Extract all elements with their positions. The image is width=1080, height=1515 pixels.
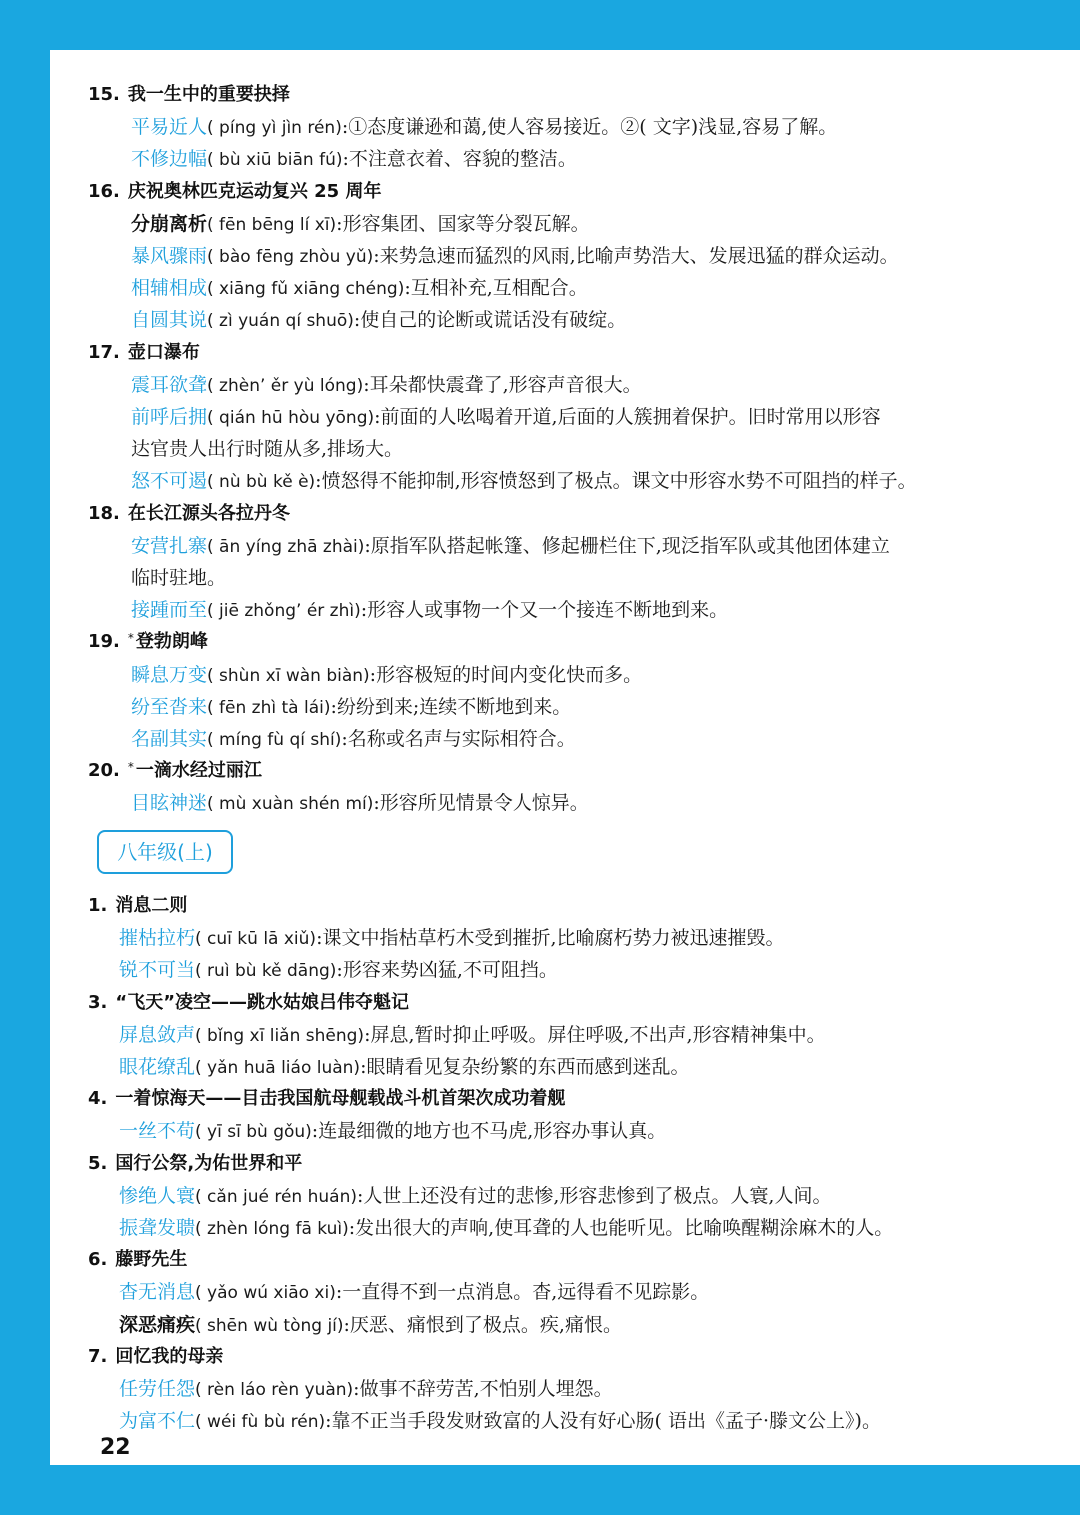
vocab-pinyin: ( xiāng fǔ xiāng chéng) xyxy=(207,279,405,300)
vocab-term: 自圆其说 xyxy=(131,309,208,332)
vocab-term: 平易近人 xyxy=(131,116,208,139)
vocab-entry xyxy=(131,369,642,401)
vocab-entry xyxy=(131,594,728,626)
vocab-definition: :形容人或事物一个又一个接连不断地到来。 xyxy=(360,599,729,622)
lesson-heading xyxy=(88,337,200,369)
vocab-entry xyxy=(131,208,590,240)
optional-star-mark: * xyxy=(127,631,134,646)
vocab-entry xyxy=(131,659,642,691)
vocab-entry xyxy=(119,1405,881,1437)
vocab-pinyin: ( rèn láo rèn yuàn) xyxy=(195,1380,354,1400)
vocab-pinyin: ( mù xuàn shén mí) xyxy=(207,794,374,815)
vocab-pinyin: ( wéi fù bù rén) xyxy=(195,1412,326,1433)
vocab-definition: :来势急速而猛烈的风雨,比喻声势浩大、发展迅猛的群众运动。 xyxy=(373,245,899,267)
vocab-term: 纷至沓来 xyxy=(131,695,208,718)
lesson-title: 在长江源头各拉丹冬 xyxy=(127,502,290,524)
vocab-definition: :纷纷到来;连续不断地到来。 xyxy=(330,695,572,718)
vocab-pinyin: ( shùn xī wàn biàn) xyxy=(207,665,370,686)
vocab-definition: :人世上还没有过的悲惨,形容悲惨到了极点。人寰,人间。 xyxy=(356,1184,832,1207)
vocab-term: 接踵而至 xyxy=(131,599,208,622)
vocab-pinyin: ( yǎo wú xiāo xi) xyxy=(195,1283,336,1304)
lesson-number: 7. xyxy=(88,1345,108,1367)
vocab-pinyin: ( fēn bēng lí xī) xyxy=(207,214,337,235)
vocab-entry xyxy=(131,240,899,272)
vocab-pinyin: ( cǎn jué rén huán) xyxy=(195,1186,357,1207)
lesson-number: 17. xyxy=(88,341,120,363)
vocab-definition: :前面的人吆喝着开道,后面的人簇拥着保护。旧时常用以形容 xyxy=(374,406,881,428)
optional-star-mark: * xyxy=(127,760,134,775)
vocab-definition: :厌恶、痛恨到了极点。疾,痛恨。 xyxy=(343,1313,622,1336)
lesson-title: 壶口瀑布 xyxy=(127,341,200,363)
vocab-pinyin: ( qián hū hòu yōng) xyxy=(207,408,375,428)
lesson-title: 国行公祭,为佑世界和平 xyxy=(115,1152,303,1174)
vocab-definition: :形容来势凶猛,不可阻挡。 xyxy=(336,959,558,982)
vocab-entry xyxy=(119,1276,709,1308)
vocab-pinyin: ( ān yíng zhā zhài) xyxy=(207,536,365,557)
vocab-entry xyxy=(131,465,917,497)
lesson-title: “飞天”凌空——跳水姑娘吕伟夺魁记 xyxy=(115,991,410,1013)
lesson-number: 4. xyxy=(88,1088,108,1110)
vocab-definition: :不注意衣着、容貌的整洁。 xyxy=(342,148,577,171)
vocab-definition: :形容极短的时间内变化快而多。 xyxy=(369,663,643,686)
vocab-definition: :做事不辞劳苦,不怕别人埋怨。 xyxy=(353,1378,613,1400)
lesson-number: 3. xyxy=(88,991,108,1013)
vocab-definition: :原指军队搭起帐篷、修起栅栏住下,现泛指军队或其他团体建立 xyxy=(364,534,890,557)
vocab-pinyin: ( zhèn lóng fā kuì) xyxy=(195,1219,349,1239)
lesson-title: 我一生中的重要抉择 xyxy=(127,84,290,105)
vocab-entry xyxy=(119,1019,826,1051)
vocab-pinyin: ( cuī kū lā xiǔ) xyxy=(195,929,317,950)
lesson-number: 6. xyxy=(88,1249,108,1271)
vocab-definition: :形容集团、国家等分裂瓦解。 xyxy=(336,212,590,235)
vocab-entry xyxy=(131,272,588,304)
vocab-pinyin: ( ruì bù kě dāng) xyxy=(195,961,337,982)
lesson-number: 16. xyxy=(88,180,120,202)
vocab-term: 震耳欲聋 xyxy=(131,373,208,396)
vocab-term: 摧枯拉朽 xyxy=(119,927,196,950)
vocab-pinyin: ( shēn wù tòng jí) xyxy=(195,1315,344,1336)
lesson-heading xyxy=(88,626,208,658)
vocab-term: 深恶痛疾 xyxy=(119,1313,196,1336)
vocab-pinyin: ( bào fēng zhòu yǔ) xyxy=(207,247,374,267)
vocab-definition: :屏息,暂时抑止呼吸。屏住呼吸,不出声,形容精神集中。 xyxy=(364,1023,826,1046)
vocab-pinyin: ( bù xiū biān fú) xyxy=(207,150,343,171)
vocab-term: 安营扎寨 xyxy=(131,534,208,557)
vocab-definition: :连最细微的地方也不马虎,形容办事认真。 xyxy=(311,1120,667,1143)
vocab-pinyin: ( píng yì jìn rén) xyxy=(207,118,342,139)
vocab-term: 振聋发聩 xyxy=(119,1217,196,1239)
vocab-definition-continued: 达官贵人出行时随从多,排场大。 xyxy=(131,438,404,461)
lesson-title: 回忆我的母亲 xyxy=(115,1345,224,1367)
vocab-definition: :①态度谦逊和蔼,使人容易接近。②( 文字)浅显,容易了解。 xyxy=(341,116,838,139)
vocab-entry xyxy=(119,954,558,986)
lesson-heading xyxy=(88,1083,565,1115)
vocab-entry xyxy=(131,723,576,755)
vocab-pinyin: ( míng fù qí shí) xyxy=(207,730,342,750)
vocab-pinyin: ( yǎn huā liáo luàn) xyxy=(195,1058,361,1078)
lesson-heading xyxy=(88,890,187,922)
lesson-heading xyxy=(88,987,409,1019)
vocab-entry xyxy=(119,1051,689,1083)
vocab-term: 锐不可当 xyxy=(119,959,196,982)
vocab-definition: :一直得不到一点消息。杳,远得看不见踪影。 xyxy=(335,1281,710,1304)
vocab-entry xyxy=(119,1115,666,1147)
lesson-heading xyxy=(88,755,262,787)
lesson-title: 藤野先生 xyxy=(115,1249,188,1271)
vocab-term: 杳无消息 xyxy=(119,1281,196,1304)
vocab-term: 前呼后拥 xyxy=(131,406,208,428)
vocab-term: 惨绝人寰 xyxy=(119,1184,196,1207)
vocab-term: 屏息敛声 xyxy=(119,1023,196,1046)
vocab-entry xyxy=(119,922,785,954)
vocab-pinyin: ( zhèn’ ěr yù lóng) xyxy=(207,375,364,396)
vocab-entry xyxy=(131,401,881,433)
vocab-term: 分崩离析 xyxy=(131,212,208,235)
vocab-definition: :眼睛看见复杂纷繁的东西而感到迷乱。 xyxy=(360,1056,690,1078)
vocab-term: 目眩神迷 xyxy=(131,792,208,815)
vocab-term: 眼花缭乱 xyxy=(119,1056,196,1078)
vocab-definition-continued: 临时驻地。 xyxy=(131,567,227,589)
vocab-entry xyxy=(131,691,571,723)
lesson-title: 庆祝奥林匹克运动复兴 25 周年 xyxy=(127,180,382,202)
lesson-title: 一滴水经过丽江 xyxy=(135,760,262,782)
lesson-number: 18. xyxy=(88,502,120,524)
vocab-entry xyxy=(131,304,626,336)
vocab-entry xyxy=(119,1212,893,1244)
lesson-title: 消息二则 xyxy=(115,895,188,916)
lesson-number: 1. xyxy=(88,895,108,916)
vocab-definition: :互相补充,互相配合。 xyxy=(404,277,588,300)
vocab-pinyin: ( bǐng xī liǎn shēng) xyxy=(195,1025,365,1046)
vocab-pinyin: ( zì yuán qí shuō) xyxy=(207,311,354,332)
lesson-heading xyxy=(88,498,290,530)
vocab-term: 任劳任怨 xyxy=(119,1378,196,1400)
book-page xyxy=(50,50,1080,1465)
lesson-heading xyxy=(88,1244,187,1276)
vocab-entry xyxy=(119,1180,831,1212)
lesson-title: 登勃朗峰 xyxy=(135,631,208,653)
vocab-term: 不修边幅 xyxy=(131,148,208,171)
vocab-term: 怒不可遏 xyxy=(131,470,208,493)
vocab-pinyin: ( jiē zhǒng’ ér zhì) xyxy=(207,601,361,622)
vocab-pinyin: ( fēn zhì tà lái) xyxy=(207,697,331,718)
vocabulary-list xyxy=(50,50,1080,1465)
vocab-term: 相辅相成 xyxy=(131,277,208,300)
lesson-heading xyxy=(88,1148,302,1180)
lesson-number: 15. xyxy=(88,84,120,105)
page-number: 22 xyxy=(100,1435,131,1460)
vocab-term: 为富不仁 xyxy=(119,1410,196,1433)
lesson-number: 19. xyxy=(88,631,120,653)
vocab-term: 暴风骤雨 xyxy=(131,245,208,267)
vocab-entry xyxy=(131,787,589,819)
vocab-definition: :课文中指枯草朽木受到摧折,比喻腐朽势力被迅速摧毁。 xyxy=(316,927,785,950)
vocab-entry xyxy=(131,530,890,562)
lesson-number: 20. xyxy=(88,760,120,782)
vocab-definition: :靠不正当手段发财致富的人没有好心肠( 语出《孟子·滕文公上》)。 xyxy=(325,1410,881,1433)
vocab-definition: :愤怒得不能抑制,形容愤怒到了极点。课文中形容水势不可阻挡的样子。 xyxy=(315,470,917,493)
vocab-entry xyxy=(119,1373,613,1405)
vocab-pinyin: ( yī sī bù gǒu) xyxy=(195,1122,312,1143)
grade-section-badge: 八年级(上) xyxy=(97,830,233,874)
lesson-heading xyxy=(88,79,290,111)
vocab-definition: :形容所见情景令人惊异。 xyxy=(373,792,589,815)
vocab-entry xyxy=(131,143,577,175)
vocab-definition: :发出很大的声响,使耳聋的人也能听见。比喻唤醒糊涂麻木的人。 xyxy=(348,1217,894,1239)
vocab-entry xyxy=(119,1309,622,1341)
vocab-definition: :耳朵都快震聋了,形容声音很大。 xyxy=(363,373,642,396)
lesson-title: 一着惊海天——目击我国航母舰载战斗机首架次成功着舰 xyxy=(115,1088,566,1110)
lesson-number: 5. xyxy=(88,1152,108,1174)
vocab-term: 名副其实 xyxy=(131,728,208,750)
vocab-term: 一丝不苟 xyxy=(119,1120,196,1143)
vocab-pinyin: ( nù bù kě è) xyxy=(207,472,316,493)
vocab-term: 瞬息万变 xyxy=(131,663,208,686)
vocab-definition: :使自己的论断或谎话没有破绽。 xyxy=(353,309,627,332)
lesson-heading xyxy=(88,1341,223,1373)
vocab-entry xyxy=(131,111,837,143)
vocab-definition: :名称或名声与实际相符合。 xyxy=(341,728,576,750)
lesson-heading xyxy=(88,176,381,208)
